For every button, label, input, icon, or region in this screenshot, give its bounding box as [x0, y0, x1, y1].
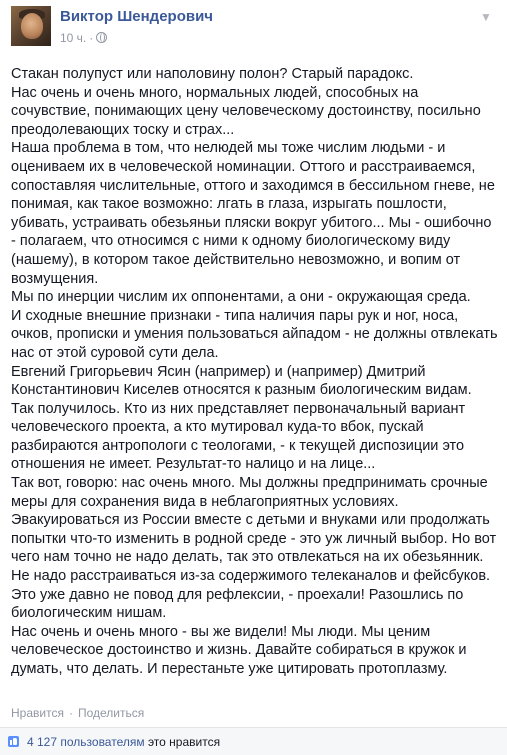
post-paragraph: Не надо расстраиваться из-за содержимого телеканалов и фейсбуков. Это уже давно не повод для рефлексии, - проехали! Разошлись по биологическим нишам. [11, 568, 491, 622]
likes-summary [27, 735, 220, 749]
post-paragraph: Стакан полупуст или наполовину полон? Старый парадокс. [11, 66, 414, 82]
avatar[interactable] [11, 6, 51, 46]
chevron-down-icon[interactable]: ▼ [480, 10, 492, 24]
author-name[interactable]: Виктор Шендерович [60, 8, 214, 25]
globe-icon[interactable] [96, 32, 107, 43]
like-link[interactable]: Нравится [11, 706, 64, 720]
meta-separator: · [89, 31, 94, 45]
likes-bar [0, 728, 507, 755]
post-paragraph: И сходные внешние признаки - типа наличия пары рук и ног, носа, очков, прописки и умения пользоваться айпадом - не должны отвлекать нас от этой суровой сути дела. [11, 307, 498, 361]
post-paragraph: Эвакуироваться из России вместе с детьми и внуками или продолжать попытки что-то изменить в родной среде - это уж личный выбор. Но вот чего нам точно не надо делать, так это отвлекаться на их обезьянник. [11, 512, 497, 566]
likes-count[interactable]: 4 127 пользователям [27, 735, 145, 749]
share-link[interactable]: Поделиться [77, 706, 145, 720]
post-meta [60, 31, 107, 45]
post-body [11, 65, 499, 679]
thumbs-up-icon [8, 736, 19, 747]
post-paragraph: Мы по инерции числим их оппонентами, а они - окружающая среда. [11, 289, 471, 306]
post-paragraph: Нас очень и очень много, нормальных людей, способных на сочувствие, понимающих цену человеческому достоинству, посильно преодолевающих тоску и страх... [11, 84, 481, 138]
action-separator: · [68, 706, 73, 720]
post-paragraph: Евгений Григорьевич Ясин (например) и (например) Дмитрий Константинович Киселев относятся к разным биологическим видам. [11, 363, 472, 399]
post-time[interactable]: 10 ч. [60, 31, 87, 45]
post-paragraph: Наша проблема в том, что нелюдей мы тоже числим людьми - и оцениваем их в человеческой номинации. Оттого и расстраиваемся, сопоставляя числительные, оттого и заходимся в бессильном гневе, не понимая, как такое возможно: лгать в глаза, изрыгать пошлости, убивать, устраивать обезьяньи пляски вокруг убитого... Мы - ошибочно - полагаем, что относимся с ними к одному биологическому виду (нашему), в котором такое действительно невозможно, и вопим от возмущения. [11, 140, 495, 287]
post-paragraph: Так получилось. Кто из них представляет первоначальный вариант человеческого проекта, а кто мутировал куда-то вбок, пускай разбираются антропологи с теологами, - к текущей диспозиции это отношения не имеет. Результат-то налицо и на лице... [11, 400, 466, 473]
post-paragraph: Так вот, говорю: нас очень много. Мы должны предпринимать срочные меры для сохранения вида в неблагоприятных условиях. [11, 475, 488, 510]
post-actions [11, 706, 144, 720]
post-header [0, 0, 507, 58]
post-paragraph: Нас очень и очень много - вы же видели! Мы люди. Мы ценим человеческое достоинство и жизнь. Давайте собираться в кружок и думать, что делать. И перестаньте уже цитировать протоплазму. [11, 623, 467, 677]
avatar-face [21, 13, 43, 39]
likes-suffix: это нравится [144, 735, 221, 749]
